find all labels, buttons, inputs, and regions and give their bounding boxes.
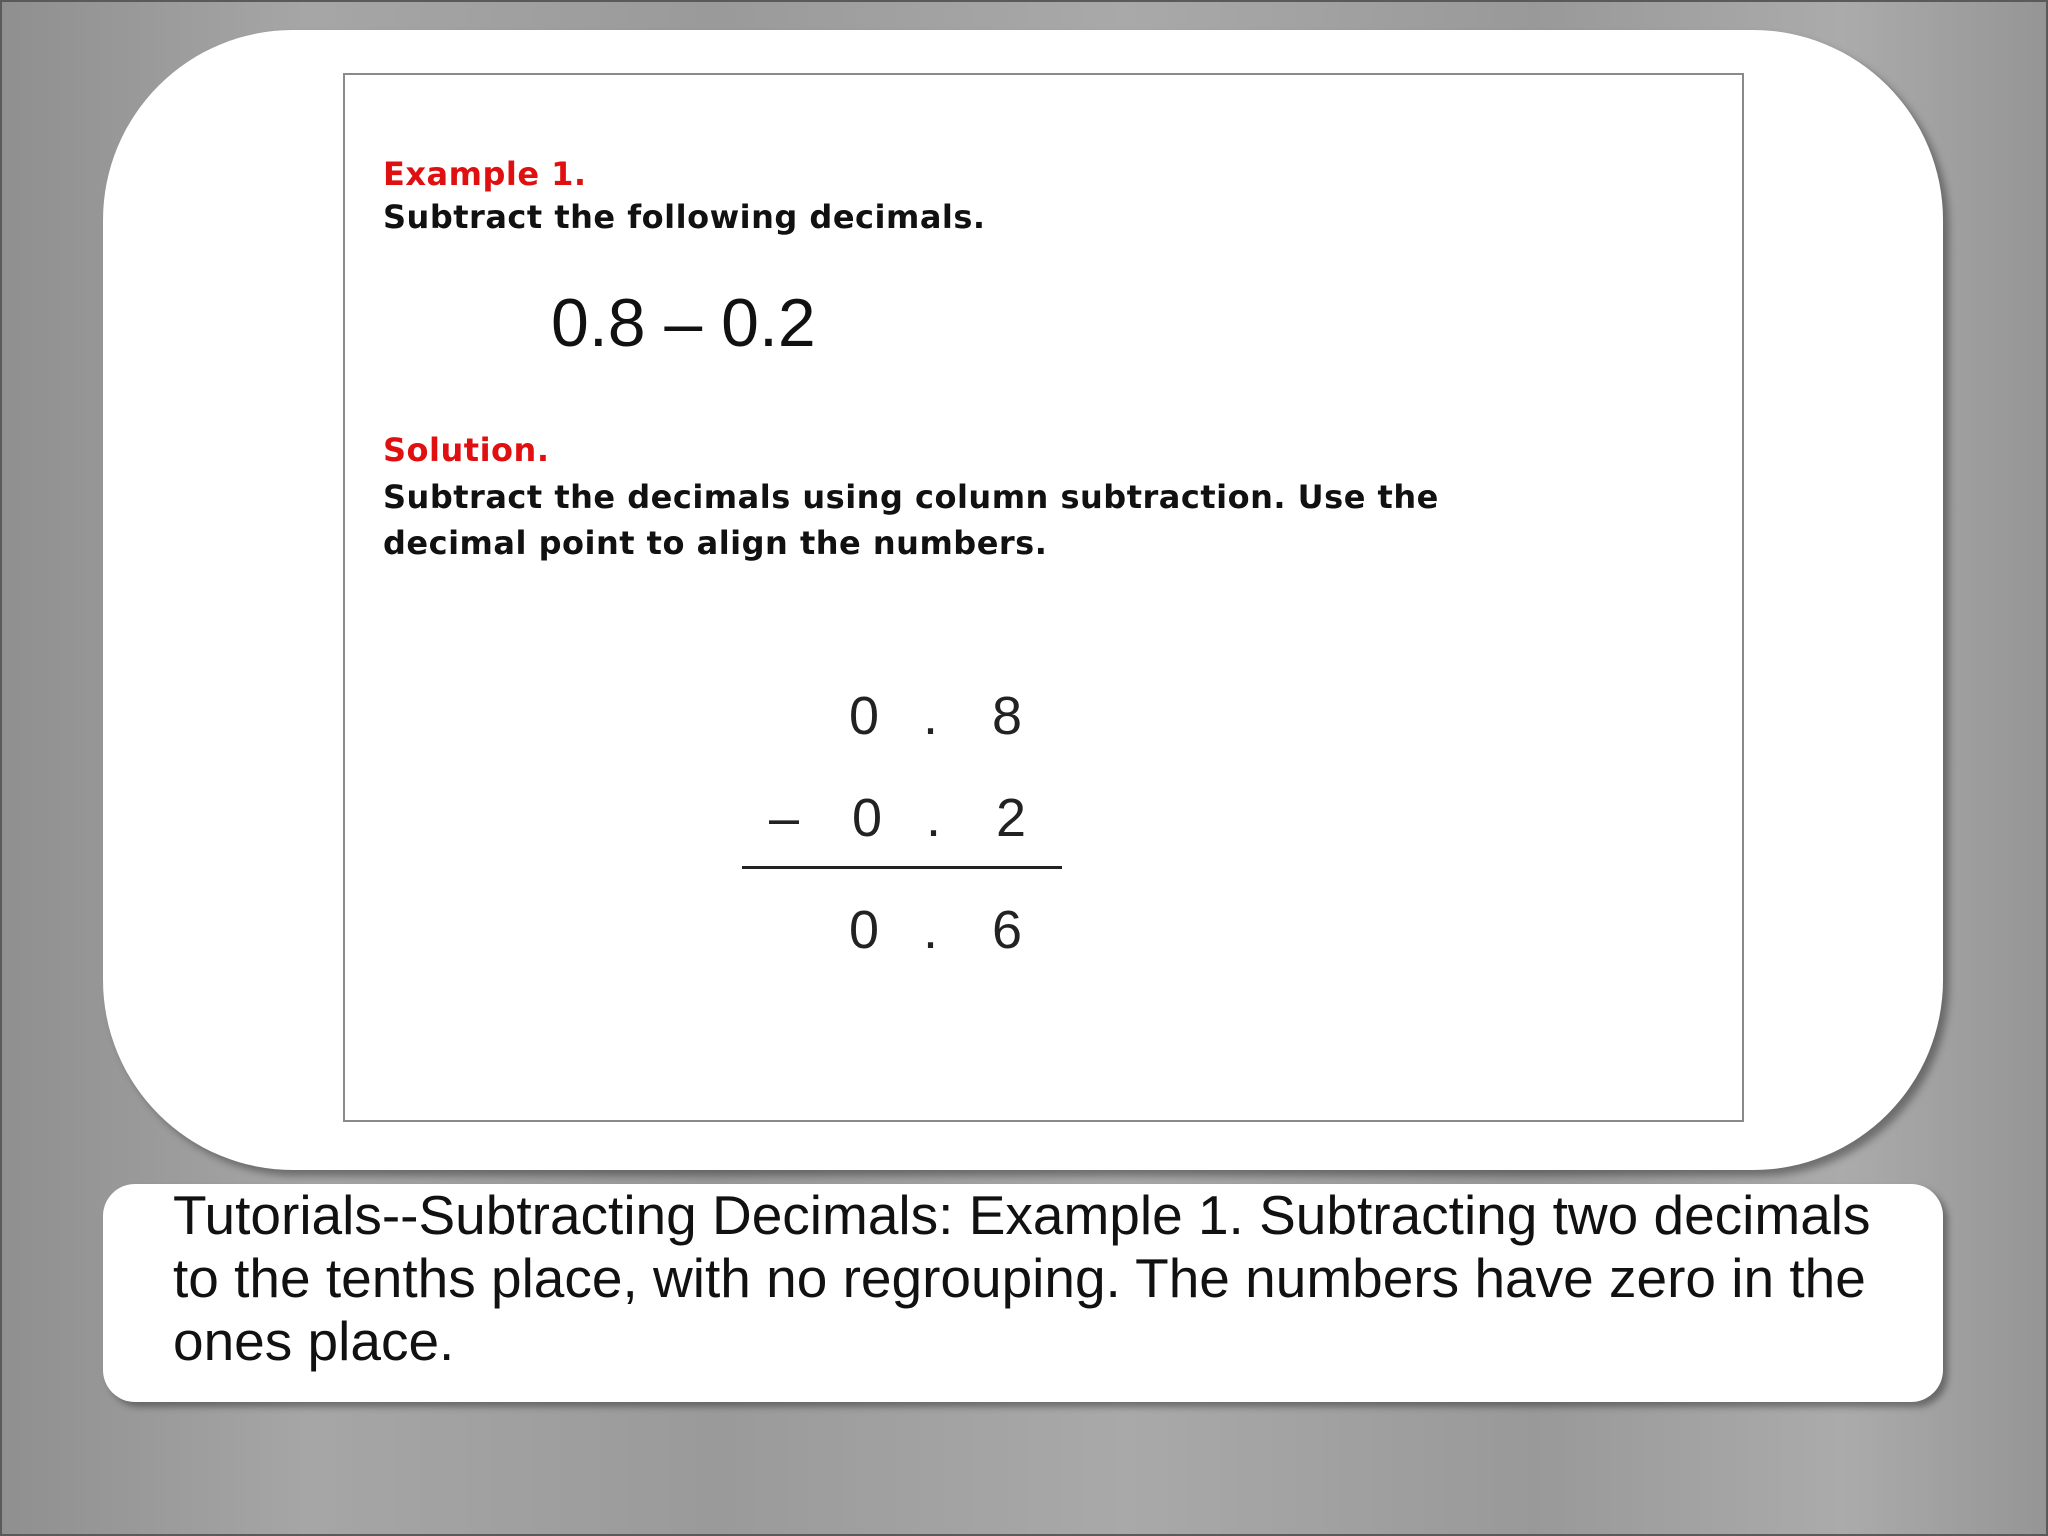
- result-tenths-digit: 6: [992, 900, 1023, 960]
- column-row-subtrahend: [745, 787, 1065, 847]
- subtrahend-ones-digit: 0: [852, 788, 883, 848]
- minuend-decimal-point: .: [923, 686, 939, 746]
- caption-panel: [103, 1184, 1943, 1402]
- solution-explanation: Subtract the decimals using column subtraction. Use the decimal point to align the numbers.: [383, 478, 1439, 562]
- minuend-tenths-digit: 8: [992, 686, 1023, 746]
- example-instruction: Subtract the following decimals.: [383, 198, 986, 236]
- solution-heading: Solution.: [383, 431, 550, 469]
- caption-text: Tutorials--Subtracting Decimals: Example 1. Subtracting two decimals to the tenths place, with no regrouping. The numbers have zero in the ones place.: [173, 1184, 1871, 1372]
- example-heading: Example 1.: [383, 155, 587, 193]
- result-decimal-point: .: [923, 900, 939, 960]
- subtraction-line: [742, 866, 1062, 869]
- minus-sign: –: [769, 788, 800, 848]
- subtraction-expression: 0.8 – 0.2: [551, 285, 816, 361]
- column-row-minuend: [745, 685, 1065, 745]
- subtrahend-decimal-point: .: [926, 788, 942, 848]
- subtrahend-tenths-digit: 2: [996, 788, 1027, 848]
- minuend-ones-digit: 0: [849, 686, 880, 746]
- example-content-box: [343, 73, 1744, 1122]
- result-ones-digit: 0: [849, 900, 880, 960]
- column-row-result: [745, 899, 1065, 959]
